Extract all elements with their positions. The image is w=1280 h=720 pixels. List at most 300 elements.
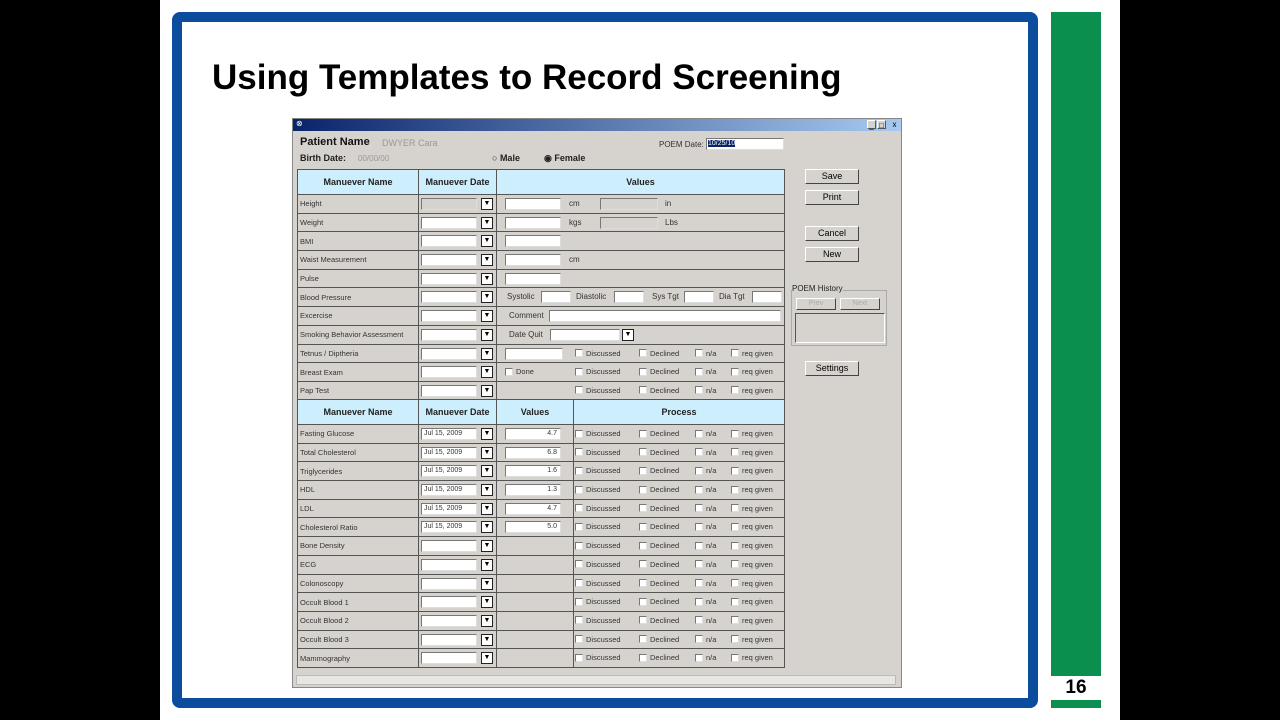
checkbox-label: req given: [742, 485, 773, 495]
checkbox-declined[interactable]: [639, 560, 679, 569]
checkbox-na[interactable]: [695, 653, 716, 662]
maneuver-date-input[interactable]: [421, 366, 477, 378]
value-input[interactable]: [752, 291, 782, 303]
col-header-values: Values: [497, 170, 785, 195]
maneuver-date-input[interactable]: [421, 596, 477, 608]
dropdown-arrow-icon[interactable]: ▼: [481, 291, 493, 303]
checkbox-box[interactable]: [639, 349, 647, 357]
table-row: [298, 574, 785, 593]
maneuver-date-input[interactable]: [421, 273, 477, 285]
checkbox-label: Discussed: [586, 522, 621, 532]
field-label: Comment: [509, 311, 544, 321]
dropdown-arrow-icon[interactable]: ▼: [481, 559, 493, 571]
checkbox-box[interactable]: [575, 386, 583, 394]
checkbox-box[interactable]: [731, 386, 739, 394]
checkbox-box[interactable]: [575, 579, 583, 587]
dropdown-arrow-icon[interactable]: ▼: [481, 254, 493, 266]
checkbox-discussed[interactable]: [575, 541, 621, 550]
maneuver-name: Bone Density: [298, 537, 419, 556]
maneuver-date-cell: [419, 325, 497, 344]
checkbox-box[interactable]: [639, 635, 647, 643]
checkbox-box[interactable]: [639, 654, 647, 662]
checkbox-box[interactable]: [639, 616, 647, 624]
checkbox-discussed[interactable]: [575, 386, 621, 395]
checkbox-box[interactable]: [695, 467, 703, 475]
value-input[interactable]: [505, 254, 561, 266]
dropdown-arrow-icon[interactable]: ▼: [481, 484, 493, 496]
cancel-button[interactable]: Cancel: [805, 226, 859, 241]
value-input[interactable]: [684, 291, 714, 303]
dropdown-arrow-icon[interactable]: ▼: [481, 521, 493, 533]
checkbox-na[interactable]: [695, 579, 716, 588]
maneuver-date-input[interactable]: [421, 385, 477, 397]
dropdown-arrow-icon[interactable]: ▼: [622, 329, 634, 341]
maneuver-date-input[interactable]: Jul 15, 2009: [421, 503, 477, 515]
checkbox-box[interactable]: [731, 542, 739, 550]
checkbox-label: req given: [742, 597, 773, 607]
dropdown-arrow-icon[interactable]: ▼: [481, 634, 493, 646]
checkbox-declined[interactable]: [639, 485, 679, 494]
maneuver-name: Pap Test: [298, 381, 419, 400]
checkbox-declined[interactable]: [639, 448, 679, 457]
table-row: [298, 381, 785, 400]
checkbox-box[interactable]: [639, 523, 647, 531]
values-cell: [497, 593, 574, 612]
checkbox-box[interactable]: [695, 560, 703, 568]
maneuver-name: LDL: [298, 499, 419, 518]
checkbox-discussed[interactable]: [575, 367, 621, 376]
maneuver-name: Smoking Behavior Assessment: [298, 325, 419, 344]
checkbox-box[interactable]: [731, 523, 739, 531]
checkbox-box[interactable]: [731, 349, 739, 357]
checkbox-label: n/a: [706, 385, 717, 395]
print-button[interactable]: Print: [805, 190, 859, 205]
checkbox-discussed[interactable]: [575, 635, 621, 644]
checkbox-box[interactable]: [695, 349, 703, 357]
birth-date-label: Birth Date:: [300, 153, 347, 163]
checkbox-box[interactable]: [695, 579, 703, 587]
checkbox-label: Declined: [650, 634, 680, 644]
checkbox-box[interactable]: [575, 635, 583, 643]
maneuver-date-input[interactable]: Jul 15, 2009: [421, 465, 477, 477]
field-label: Date Quit: [509, 329, 543, 339]
checkbox-discussed[interactable]: [575, 616, 621, 625]
checkbox-na[interactable]: [695, 386, 716, 395]
checkbox-box[interactable]: [575, 654, 583, 662]
settings-button[interactable]: Settings: [805, 361, 859, 376]
maneuver-date-input[interactable]: [421, 235, 477, 247]
screening-window: [292, 118, 902, 688]
checkbox-reqgiven[interactable]: [731, 597, 773, 606]
col-header-values: Values: [497, 400, 574, 425]
checkbox-box[interactable]: [639, 560, 647, 568]
table-row: [298, 363, 785, 382]
checkbox-reqgiven[interactable]: [731, 560, 773, 569]
dropdown-arrow-icon[interactable]: ▼: [481, 329, 493, 341]
checkbox-na[interactable]: [695, 466, 716, 475]
checkbox-box[interactable]: [575, 504, 583, 512]
result-value-input[interactable]: 4.7: [505, 428, 561, 440]
checkbox-box[interactable]: [695, 368, 703, 376]
maneuver-date-input[interactable]: [421, 329, 477, 341]
maneuver-date-input[interactable]: [421, 540, 477, 552]
checkbox-reqgiven[interactable]: [731, 579, 773, 588]
checkbox-box[interactable]: [695, 523, 703, 531]
checkbox-declined[interactable]: [639, 429, 679, 438]
maneuver-name: Colonoscopy: [298, 574, 419, 593]
checkbox-box[interactable]: [639, 448, 647, 456]
male-radio[interactable]: ○ Male: [492, 153, 520, 163]
value-input[interactable]: [505, 348, 563, 360]
value-input[interactable]: [505, 235, 561, 247]
checkbox-reqgiven[interactable]: [731, 429, 773, 438]
values-cell: [497, 537, 574, 556]
field-label: Diastolic: [576, 292, 607, 302]
maneuver-date-cell: [419, 630, 497, 649]
maximize-button[interactable]: □: [877, 120, 886, 129]
checkbox-box[interactable]: [639, 504, 647, 512]
value-input[interactable]: [600, 217, 658, 229]
checkbox-box[interactable]: [575, 486, 583, 494]
checkbox-box[interactable]: [575, 598, 583, 606]
value-input[interactable]: [505, 217, 561, 229]
checkbox-label: Declined: [650, 447, 680, 457]
checkbox-box[interactable]: [731, 598, 739, 606]
checkbox-box[interactable]: [639, 579, 647, 587]
checkbox-discussed[interactable]: [575, 349, 621, 358]
checkbox-declined[interactable]: [639, 579, 679, 588]
maneuver-name: Cholesterol Ratio: [298, 518, 419, 537]
checkbox-label: Discussed: [586, 466, 621, 476]
checkbox-reqgiven[interactable]: [731, 635, 773, 644]
value-input[interactable]: [505, 198, 561, 210]
table-row: [298, 443, 785, 462]
checkbox-declined[interactable]: [639, 367, 679, 376]
table-row: [298, 518, 785, 537]
checkbox-box[interactable]: [639, 467, 647, 475]
checkbox-box[interactable]: [731, 654, 739, 662]
result-value-input[interactable]: 1.6: [505, 465, 561, 477]
dropdown-arrow-icon[interactable]: ▼: [481, 652, 493, 664]
dropdown-arrow-icon[interactable]: ▼: [481, 198, 493, 210]
dropdown-arrow-icon[interactable]: ▼: [481, 578, 493, 590]
minimize-button[interactable]: _: [867, 120, 876, 129]
checkbox-reqgiven[interactable]: [731, 485, 773, 494]
process-cell: [574, 649, 785, 668]
checkbox-label: n/a: [706, 634, 717, 644]
checkbox-label: Done: [516, 367, 534, 377]
checkbox-box[interactable]: [731, 448, 739, 456]
female-radio[interactable]: ◉ Female: [544, 153, 586, 163]
value-input[interactable]: [550, 329, 620, 341]
save-button[interactable]: Save: [805, 169, 859, 184]
checkbox-reqgiven[interactable]: [731, 448, 773, 457]
maneuver-date-input[interactable]: [421, 198, 477, 210]
checkbox-declined[interactable]: [639, 522, 679, 531]
checkbox-declined[interactable]: [639, 466, 679, 475]
checkbox-box[interactable]: [731, 635, 739, 643]
checkbox-box[interactable]: [731, 504, 739, 512]
checkbox-na[interactable]: [695, 485, 716, 494]
maneuver-date-input[interactable]: Jul 15, 2009: [421, 521, 477, 533]
checkbox-box[interactable]: [731, 467, 739, 475]
value-input[interactable]: [614, 291, 644, 303]
checkbox-declined[interactable]: [639, 616, 679, 625]
checkbox-box[interactable]: [695, 448, 703, 456]
checkbox-reqgiven[interactable]: [731, 349, 773, 358]
checkbox-box[interactable]: [639, 386, 647, 394]
dropdown-arrow-icon[interactable]: ▼: [481, 596, 493, 608]
checkbox-na[interactable]: [695, 541, 716, 550]
process-cell: [574, 425, 785, 444]
table-row: [298, 630, 785, 649]
checkbox-reqgiven[interactable]: [731, 504, 773, 513]
checkbox-reqgiven[interactable]: [731, 466, 773, 475]
checkbox-box[interactable]: [731, 579, 739, 587]
maneuver-name: Excercise: [298, 307, 419, 326]
dropdown-arrow-icon[interactable]: ▼: [481, 385, 493, 397]
table-row: [298, 288, 785, 307]
maneuver-name: Mammography: [298, 649, 419, 668]
table-row: [298, 481, 785, 500]
checkbox-box[interactable]: [731, 560, 739, 568]
horizontal-scrollbar[interactable]: [296, 675, 896, 685]
poem-date-value: 10/25/10: [708, 140, 736, 147]
checkbox-declined[interactable]: [639, 541, 679, 550]
dropdown-arrow-icon[interactable]: ▼: [481, 540, 493, 552]
maneuver-name: Occult Blood 3: [298, 630, 419, 649]
result-value-input[interactable]: 6.8: [505, 447, 561, 459]
maneuver-date-input[interactable]: [421, 291, 477, 303]
checkbox-na[interactable]: [695, 349, 716, 358]
new-button[interactable]: New: [805, 247, 859, 262]
dropdown-arrow-icon[interactable]: ▼: [481, 366, 493, 378]
checkbox-box[interactable]: [695, 386, 703, 394]
checkbox-discussed[interactable]: [575, 579, 621, 588]
checkbox-box[interactable]: [695, 430, 703, 438]
dropdown-arrow-icon[interactable]: ▼: [481, 348, 493, 360]
checkbox-discussed[interactable]: [575, 504, 621, 513]
checkbox-box[interactable]: [575, 349, 583, 357]
maneuver-date-cell: [419, 649, 497, 668]
checkbox-box[interactable]: [731, 616, 739, 624]
table-row: [298, 344, 785, 363]
checkbox-box[interactable]: [695, 598, 703, 606]
maneuver-name: Pulse: [298, 269, 419, 288]
checkbox-label: Declined: [650, 385, 680, 395]
checkbox-declined[interactable]: [639, 597, 679, 606]
checkbox-reqgiven[interactable]: [731, 367, 773, 376]
col-header-name: Manuever Name: [298, 170, 419, 195]
checkbox-declined[interactable]: [639, 653, 679, 662]
maneuver-name: HDL: [298, 481, 419, 500]
checkbox-reqgiven[interactable]: [731, 522, 773, 531]
checkbox-discussed[interactable]: [575, 429, 621, 438]
maneuver-date-input[interactable]: [421, 217, 477, 229]
dropdown-arrow-icon[interactable]: ▼: [481, 503, 493, 515]
checkbox-box[interactable]: [575, 448, 583, 456]
maneuver-name: Waist Measurement: [298, 251, 419, 270]
checkbox-discussed[interactable]: [575, 485, 621, 494]
checkbox-reqgiven[interactable]: [731, 616, 773, 625]
process-cell: [574, 611, 785, 630]
checkbox-box[interactable]: [695, 504, 703, 512]
dropdown-arrow-icon[interactable]: ▼: [481, 465, 493, 477]
checkbox-label: n/a: [706, 485, 717, 495]
poem-date-label: POEM Date:: [659, 140, 704, 149]
checkbox-box[interactable]: [639, 486, 647, 494]
male-label: Male: [499, 153, 520, 163]
maneuver-date-input[interactable]: [421, 348, 477, 360]
checkbox-discussed[interactable]: [575, 560, 621, 569]
process-cell: [574, 555, 785, 574]
checkbox-box[interactable]: [575, 368, 583, 376]
checkbox-na[interactable]: [695, 560, 716, 569]
values-cell: [497, 462, 574, 481]
checkbox-box[interactable]: [639, 430, 647, 438]
result-value-input[interactable]: 1.3: [505, 484, 561, 496]
checkbox-label: n/a: [706, 559, 717, 569]
process-cell: [574, 462, 785, 481]
checkbox-declined[interactable]: [639, 504, 679, 513]
values-cell: [497, 381, 785, 400]
maneuver-date-input[interactable]: [421, 634, 477, 646]
poem-date-input[interactable]: [706, 138, 784, 150]
next-button[interactable]: Next: [840, 298, 880, 310]
done-checkbox[interactable]: [505, 367, 534, 376]
poem-history-label: POEM History: [792, 284, 843, 293]
checkbox-box[interactable]: [575, 523, 583, 531]
checkbox-box[interactable]: [575, 616, 583, 624]
values-cell: [497, 213, 785, 232]
process-cell: [574, 537, 785, 556]
maneuver-date-input[interactable]: Jul 15, 2009: [421, 428, 477, 440]
process-cell: [574, 499, 785, 518]
slide-title: Using Templates to Record Screening: [212, 58, 842, 97]
values-cell: [497, 555, 574, 574]
checkbox-na[interactable]: [695, 429, 716, 438]
values-cell: [497, 325, 785, 344]
checkbox-box[interactable]: [575, 430, 583, 438]
values-cell: [497, 363, 785, 382]
dropdown-arrow-icon[interactable]: ▼: [481, 447, 493, 459]
table-row: [298, 425, 785, 444]
maneuver-name: Occult Blood 2: [298, 611, 419, 630]
checkbox-box[interactable]: [731, 368, 739, 376]
checkbox-declined[interactable]: [639, 635, 679, 644]
poem-history-list[interactable]: [795, 313, 885, 343]
checkbox-label: Discussed: [586, 447, 621, 457]
checkbox-box[interactable]: [731, 486, 739, 494]
result-value-input[interactable]: 4.7: [505, 503, 561, 515]
result-value-input[interactable]: 5.0: [505, 521, 561, 533]
checkbox-box[interactable]: [639, 542, 647, 550]
checkbox-discussed[interactable]: [575, 448, 621, 457]
checkbox-discussed[interactable]: [575, 597, 621, 606]
female-label: Female: [554, 153, 586, 163]
checkbox-box[interactable]: [505, 368, 513, 376]
checkbox-box[interactable]: [695, 542, 703, 550]
checkbox-reqgiven[interactable]: [731, 541, 773, 550]
unit-label: cm: [569, 255, 580, 265]
maneuver-date-input[interactable]: Jul 15, 2009: [421, 447, 477, 459]
dropdown-arrow-icon[interactable]: ▼: [481, 428, 493, 440]
checkbox-box[interactable]: [575, 560, 583, 568]
table-row: [298, 649, 785, 668]
prev-button[interactable]: Prev: [796, 298, 836, 310]
maneuver-date-cell: [419, 462, 497, 481]
maneuver-date-input[interactable]: [421, 652, 477, 664]
close-button[interactable]: x: [892, 120, 897, 129]
maneuver-date-input[interactable]: [421, 559, 477, 571]
checkbox-label: n/a: [706, 522, 717, 532]
value-input[interactable]: [505, 273, 561, 285]
process-cell: [574, 518, 785, 537]
checkbox-discussed[interactable]: [575, 466, 621, 475]
table-row: [298, 537, 785, 556]
maneuver-table-1: [297, 169, 785, 401]
checkbox-reqgiven[interactable]: [731, 653, 773, 662]
dropdown-arrow-icon[interactable]: ▼: [481, 615, 493, 627]
checkbox-box[interactable]: [639, 368, 647, 376]
checkbox-box[interactable]: [575, 467, 583, 475]
checkbox-discussed[interactable]: [575, 653, 621, 662]
checkbox-box[interactable]: [695, 486, 703, 494]
checkbox-na[interactable]: [695, 448, 716, 457]
maneuver-date-input[interactable]: [421, 615, 477, 627]
value-input[interactable]: [541, 291, 571, 303]
table-row: [298, 611, 785, 630]
checkbox-discussed[interactable]: [575, 522, 621, 531]
checkbox-na[interactable]: [695, 522, 716, 531]
checkbox-declined[interactable]: [639, 386, 679, 395]
checkbox-box[interactable]: [695, 635, 703, 643]
maneuver-name: ECG: [298, 555, 419, 574]
checkbox-box[interactable]: [695, 654, 703, 662]
checkbox-na[interactable]: [695, 367, 716, 376]
checkbox-na[interactable]: [695, 616, 716, 625]
checkbox-box[interactable]: [639, 598, 647, 606]
dropdown-arrow-icon[interactable]: ▼: [481, 310, 493, 322]
checkbox-label: Discussed: [586, 503, 621, 513]
checkbox-na[interactable]: [695, 597, 716, 606]
dropdown-arrow-icon[interactable]: ▼: [481, 217, 493, 229]
table-row: [298, 499, 785, 518]
checkbox-label: Declined: [650, 522, 680, 532]
checkbox-na[interactable]: [695, 504, 716, 513]
checkbox-declined[interactable]: [639, 349, 679, 358]
maneuver-name: Weight: [298, 213, 419, 232]
checkbox-box[interactable]: [731, 430, 739, 438]
dropdown-arrow-icon[interactable]: ▼: [481, 235, 493, 247]
checkbox-box[interactable]: [695, 616, 703, 624]
maneuver-date-cell: [419, 518, 497, 537]
value-input[interactable]: [600, 198, 658, 210]
checkbox-label: req given: [742, 503, 773, 513]
checkbox-na[interactable]: [695, 635, 716, 644]
dropdown-arrow-icon[interactable]: ▼: [481, 273, 493, 285]
maneuver-date-input[interactable]: [421, 254, 477, 266]
checkbox-box[interactable]: [575, 542, 583, 550]
value-input[interactable]: [549, 310, 781, 322]
maneuver-date-input[interactable]: Jul 15, 2009: [421, 484, 477, 496]
table-row: [298, 251, 785, 270]
maneuver-date-input[interactable]: [421, 578, 477, 590]
birth-date-value: 00/00/00: [358, 154, 390, 163]
values-cell: [497, 425, 574, 444]
maneuver-date-input[interactable]: [421, 310, 477, 322]
checkbox-reqgiven[interactable]: [731, 386, 773, 395]
